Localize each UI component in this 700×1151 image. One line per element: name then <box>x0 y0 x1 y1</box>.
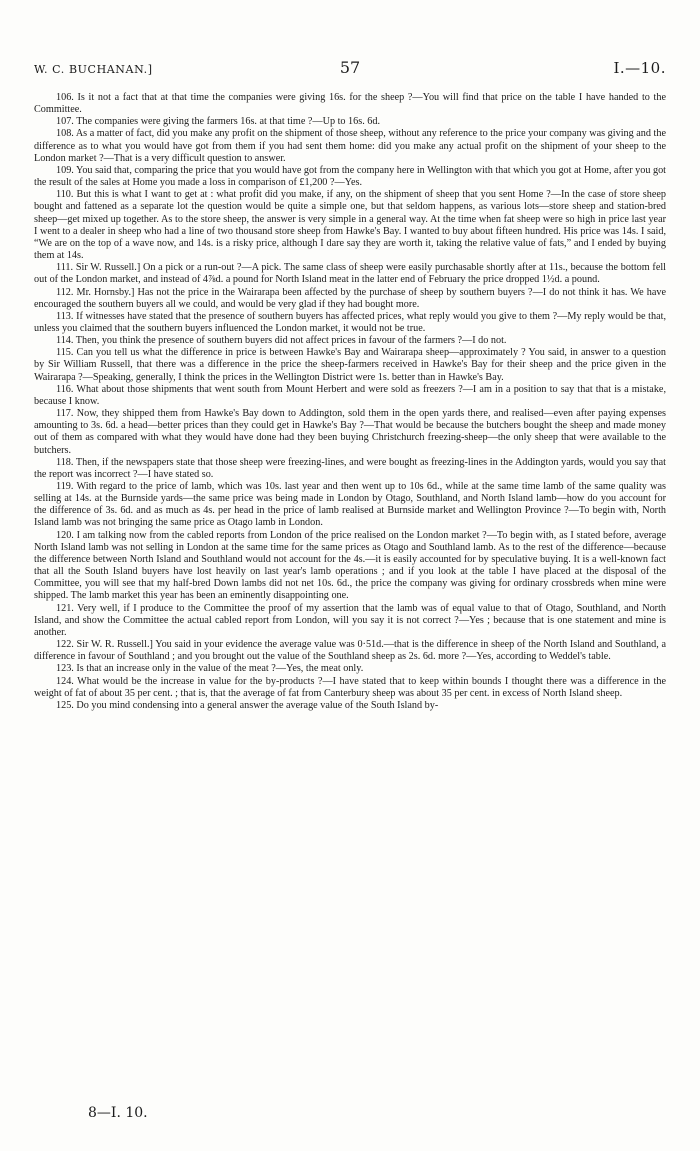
paragraph: 112. Mr. Hornsby.] Has not the price in the Wairarapa been affected by the purchase of sheep by southern buyers ?—I do not think it has. We have encouraged the southern buyers all we could, and would be very glad if they had bought more. <box>34 286 666 310</box>
paragraph: 114. Then, you think the presence of southern buyers did not affect prices in favour of the farmers ?—I do not. <box>56 335 507 347</box>
signature-mark: 8—I. 10. <box>88 1105 148 1121</box>
paragraph: 120. I am talking now from the cabled reports from London of the price realised on the London market ?—To begin with, as I stated before, average North Island lamb was not selling in London at the same time for the same prices as Otago and Southland lamb. As to the rest of the difference—because the difference between North Island and Southland would not account for the 4s.—it is easily accounted for by speculative buying. It is a well-known fact that all the South Island buyers have lost heavily on last year's lamb operations ; and if you look at the table I have placed at the disposal of the Committee, you will see that my half-bred Down lambs did not net 10s. 6d., the price the company was giving for ordinary crossbreds when mine were shipped. The lamb market this year has been an eminently disappointing one. <box>34 529 666 602</box>
paragraph: 111. Sir W. Russell.] On a pick or a run-out ?—A pick. The same class of sheep were easily purchasable shortly after at 11s., because the bottom fell out of the London market, and instead of 4⅞d. a pound for North Island meat in the latter end of February the price dropped 1½d. a pound. <box>34 262 666 286</box>
paragraph: 121. Very well, if I produce to the Committee the proof of my assertion that the lamb was of equal value to that of Otago, Southland, and North Island, and show the Committee the actual cabled report from London, will you say it is not correct ?—Yes ; because that is one statement and mine is another. <box>34 602 666 638</box>
paragraph: 118. Then, if the newspapers state that those sheep were freezing-lines, and were bought as freezing-lines in the Addington yards, would you say that the report was incorrect ?—I have stated so. <box>34 456 666 480</box>
paragraph: 119. With regard to the price of lamb, which was 10s. last year and then went up to 10s 6d., while at the same time lamb of the same quality was selling at 14s. at the Burnside yards—the same price was being made in London by Otago, Southland, and North Island lamb—how do you account for the difference of 3s. 6d. and as much as 4s. per head in the price of lamb realised at Burnside market and Wellington Province ?—To begin with, North Island lamb was not bringing the same price as Otago lamb in London. <box>34 481 666 529</box>
paper-reference: I.—10. <box>613 59 666 77</box>
page-number: 57 <box>339 58 361 77</box>
paragraph: 115. Can you tell us what the difference in price is between Hawke's Bay and Wairarapa sheep—approximately ? You said, in answer to a question by Sir William Russell, that there was a difference in the price the sheep-farmers received in Hawke's Bay for their sheep and the price given in the Wairarapa ?—Speaking, generally, I think the prices in the Wellington District were 1s. better than in Hawke's Bay. <box>34 347 666 383</box>
paragraph: 108. As a matter of fact, did you make any profit on the shipment of those sheep, without any reference to the price your company was giving and the difference as to what you would have got from them if you had sent them home: did you make any actual profit on the shipment of your sheep to the London market ?—That is a very difficult question to answer. <box>34 128 666 164</box>
paragraph: 107. The companies were giving the farmers 16s. at that time ?—Up to 16s. 6d. <box>56 116 381 128</box>
paragraph: 109. You said that, comparing the price that you would have got from the company here in Wellington with that which you got at Home, after you got the result of the sales at Home you made a loss in comparison of £1,200 ?—Yes. <box>34 164 666 189</box>
paragraph: 117. Now, they shipped them from Hawke's Bay down to Addington, sold them in the open yards there, and realised—even after paying expenses amounting to 3s. 6d. a head—better prices than they could get in Hawke's Bay ?—That would be because the butchers bought the sheep and made money out of them as compared with what they would have done had they been buying Christchurch freezing-sheep—the only sheep that were available to the butchers. <box>34 408 666 456</box>
paragraph: 125. Do you mind condensing into a general answer the average value of the South Island by- <box>56 699 439 711</box>
paragraph: 123. Is that an increase only in the value of the meat ?—Yes, the meat only. <box>56 663 364 675</box>
paragraph: 106. Is it not a fact that at that time the companies were giving 16s. for the sheep ?—You will find that price on the table I have handed to the Committee. <box>34 92 666 116</box>
paragraph: 110. But this is what I want to get at : what profit did you make, if any, on the shipment of sheep that you sent Home ?—In the case of store sheep bought and fattened as a separate lot the question would be quite a simple one, but that seldom happens, as various lots—store sheep and station-bred sheep—get mixed up together. As to the store sheep, the answer is very simple in a general way. At the time when fat sheep were so high in price last year I went to a dealer in sheep who had a line of two thousand store sheep from Hawke's Bay. I wanted to buy about fifteen hundred. His price was 14s. I said, “We are on the top of a wave now, and 14s. is a risky price, although I dare say they are worth it, taking the relative value of fats,” and I ended by buying them at 14s. <box>34 189 666 262</box>
document-body <box>34 92 666 1102</box>
paragraph: 122. Sir W. R. Russell.] You said in your evidence the average value was 0·51d.—that is the difference in sheep of the North Island and Southland, a difference in favour of Southland ; and you brought out the value of the Southland sheep as 2s. 6d. more ?—Yes, according to Weddel's table. <box>34 639 666 663</box>
page-header <box>34 58 666 80</box>
paragraph: 124. What would be the increase in value for the by-products ?—I have stated that to keep within bounds I thought there was a difference in the weight of fat of about 35 per cent. ; that is, that the average of fat from Canterbury sheep was about 35 per cent. in excess of North Island sheep. <box>34 675 666 699</box>
paragraph: 113. If witnesses have stated that the presence of southern buyers has affected prices, what reply would you give to them ?—My reply would be that, unless you claimed that the southern buyers influenced the London market, it would not be true. <box>34 310 666 334</box>
witness-name: W. C. BUCHANAN.] <box>34 63 153 76</box>
paragraph: 116. What about those shipments that went south from Mount Herbert and were sold as freezers ?—I am in a position to say that that is a mistake, because I know. <box>34 383 666 407</box>
